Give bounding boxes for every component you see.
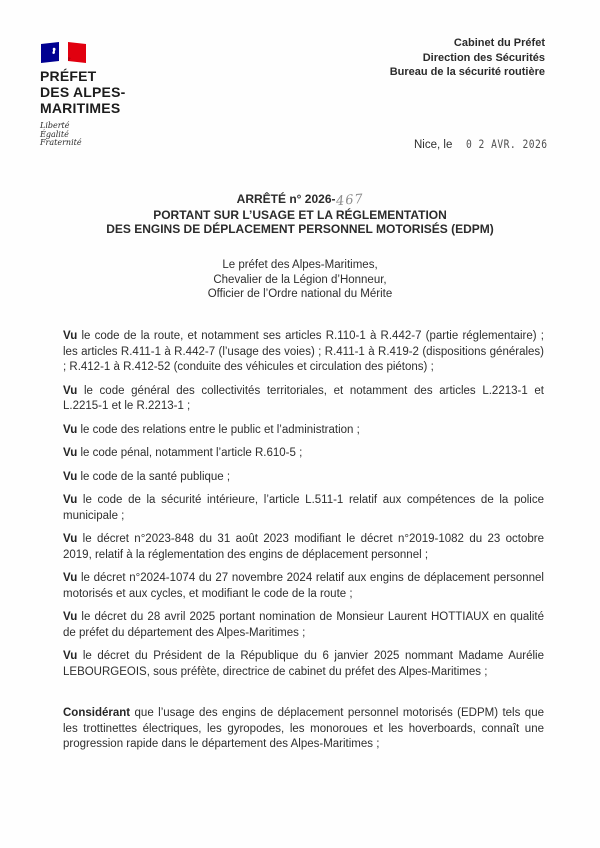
recital-paragraph: Vu le décret n°2024-1074 du 27 novembre 2024 relatif aux engins de déplacement personnel motorisés et aux cycles, et modifiant le code de la route ; [63, 572, 544, 600]
office-line: Direction des Sécurités [422, 51, 545, 64]
prefect-titles: Le préfet des Alpes-Maritimes, Chevalier de la Légion d’Honneur, Officier de l’Ordre national du Mérite [207, 259, 393, 300]
recital-paragraph: Vu le code général des collectivités territoriales, et notamment des articles L.2213-1 et L.2215-1 et le R.2213-1 ; [63, 384, 544, 412]
title-line-3: DES ENGINS DE DÉPLACEMENT PERSONNEL MOTORISÉS (EDPM) [106, 222, 494, 236]
french-flag-icon [40, 40, 87, 64]
dateline [414, 139, 560, 151]
republic-motto: Liberté Égalité Fraternité [40, 121, 82, 147]
institution-line: MARITIMES [40, 100, 121, 116]
office-line: Bureau de la sécurité routière [389, 66, 545, 78]
recital-paragraph: Vu le code pénal, notamment l’article R.610-5 ; [63, 447, 303, 459]
title-line-2: PORTANT SUR L’USAGE ET LA RÉGLEMENTATION [153, 207, 447, 222]
date-stamp: 0 2 AVR. 2026 [466, 138, 548, 151]
office-line: Cabinet du Préfet [453, 37, 545, 49]
place-label: Nice, le [414, 139, 453, 151]
recital-paragraph: Vu le code de la route, et notamment ses articles R.110-1 à R.442-7 (partie réglementaire) ; les articles R.411-1 à R.442-7 (l’usage des voies) ; R.411-1 à R.419-2 (dispositions générales) ; R.412-1 à R.412-52 (conduite des véhicules et circulation des piétons) ; [63, 330, 544, 373]
institution-line: PRÉFET [40, 68, 97, 84]
recital-paragraph: Vu le code de la santé publique ; [63, 470, 231, 483]
considerant-paragraph: Considérant que l’usage des engins de déplacement personnel motorisés (EDPM) tels que les trottinettes électriques, les gyropodes, les monoroues et les hoverboards, connaît une progression rapide dans le département des Alpes-Maritimes ; [63, 707, 544, 750]
title-line-1: ARRÊTÉ n° 2026-467 [236, 191, 364, 210]
handwritten-decree-number: 467 [334, 191, 364, 210]
recital-paragraph: Vu le code des relations entre le public et l’administration ; [63, 423, 360, 436]
issuing-office [390, 36, 545, 80]
decree-title [40, 192, 560, 237]
recital-paragraph: Vu le décret du 28 avril 2025 portant nomination de Monsieur Laurent HOTTIAUX en qualité de préfet du département des Alpes-Maritimes ; [63, 611, 544, 639]
decree-body [63, 329, 544, 761]
institution-line: DES ALPES- [40, 84, 126, 100]
recital-paragraph: Vu le code de la sécurité intérieure, l’article L.511-1 relatif aux compétences de la police municipale ; [63, 494, 544, 522]
recital-paragraph: Vu le décret du Président de la République du 6 janvier 2025 nommant Madame Aurélie LEBOURGEOIS, sous préfète, directrice de cabinet du préfet des Alpes-Maritimes ; [63, 650, 544, 678]
prefecture-logo [40, 40, 190, 148]
recital-paragraph: Vu le décret n°2023-848 du 31 août 2023 modifiant le décret n°2019-1082 du 23 octobre 2019, relatif à la réglementation des engins de déplacement personnel ; [63, 533, 544, 561]
